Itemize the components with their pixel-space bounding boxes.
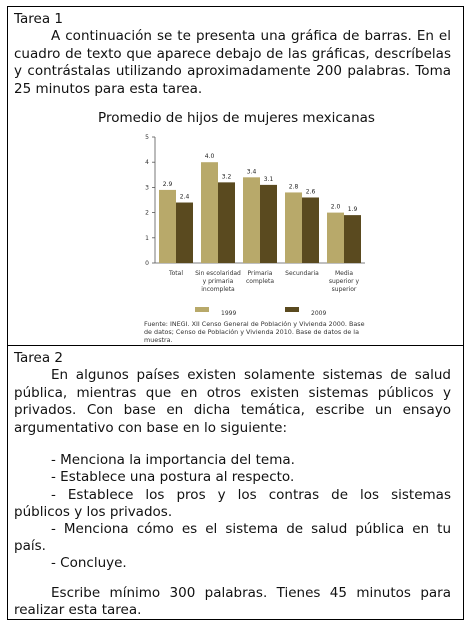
category-label: superior y: [328, 278, 360, 285]
legend-label: 2009: [311, 310, 327, 317]
bar: [285, 192, 302, 263]
closing-instructions: Escribe mínimo 300 palabras. Tienes 45 minutos para: [51, 585, 451, 601]
data-label: 4.0: [204, 153, 215, 161]
bar: [243, 177, 260, 263]
category-label: incompleta: [201, 286, 235, 293]
data-label: 2.8: [288, 183, 299, 191]
bullet-pros-contras-cont: públicos y los privados.: [14, 504, 173, 520]
data-label: 2.9: [162, 180, 173, 188]
y-tick-label: 1: [145, 234, 149, 242]
legend-label: 1999: [221, 310, 237, 317]
data-label: 1.9: [347, 206, 358, 214]
bar: [218, 182, 235, 263]
data-label: 2.0: [330, 203, 341, 211]
y-tick-label: 4: [145, 159, 149, 167]
bullet-importance: - Menciona la importancia del tema.: [51, 452, 295, 468]
category-label: Secundaria: [285, 270, 319, 277]
bullet-pros-contras: - Establece los pros y los contras de los sistemas: [51, 487, 451, 503]
data-label: 3.1: [263, 175, 274, 183]
task2-heading: Tarea 2: [14, 350, 63, 366]
category-label: Media: [334, 270, 354, 277]
y-tick-label: 5: [145, 134, 149, 141]
task2-intro: [14, 367, 451, 437]
bar: [344, 215, 361, 263]
category-label: Total: [168, 270, 184, 277]
chart-title: Promedio de hijos de mujeres mexicanas: [98, 110, 375, 126]
legend-swatch: [195, 307, 209, 312]
data-label: 3.2: [221, 173, 232, 181]
category-label: superior: [331, 286, 357, 293]
closing-instructions-cont: realizar esta tarea.: [14, 602, 142, 618]
category-label: completa: [245, 278, 275, 285]
row-divider: [7, 345, 464, 346]
bar: [302, 197, 319, 263]
data-label: 2.4: [179, 193, 190, 201]
bar: [260, 185, 277, 263]
bullet-sistema-salud: - Menciona cómo es el sistema de salud pública en tu: [51, 521, 451, 537]
task1-instructions-text: A continuación se te presenta una gráfica de barras. En el cuadro de texto que aparece debajo de las gráficas, descríbelas y contrástalas utilizando aproximadamente 200 palabras. Toma 25 minutos para esta tarea.: [14, 28, 451, 97]
data-label: 2.6: [305, 188, 316, 196]
task1-heading: Tarea 1: [14, 11, 63, 27]
task2-intro-text: En algunos países existen solamente sistemas de salud pública, mientras que en otros existen sistemas públicos y privados. Con base en dicha temática, escribe un ensayo argumentativo con base en lo siguiente:: [14, 367, 451, 436]
category-label: y primaria: [202, 278, 234, 285]
chart-source: Fuente: INEGI. XII Censo General de Población y Vivienda 2000. Base de datos; Censo de Población y Vivienda 2010. Base de datos de la muestra.: [144, 320, 365, 345]
y-tick-label: 0: [145, 260, 149, 267]
bullet-postura: - Establece una postura al respecto.: [51, 469, 295, 485]
bullet-concluye: - Concluye.: [51, 555, 127, 571]
bar: [201, 162, 218, 263]
data-label: 3.4: [246, 168, 257, 176]
y-tick-label: 2: [145, 209, 149, 217]
bar: [327, 213, 344, 263]
legend-swatch: [285, 307, 299, 312]
bar: [176, 203, 193, 263]
category-label: Primaria: [247, 270, 273, 277]
bullet-sistema-salud-cont: país.: [14, 538, 46, 554]
y-tick-label: 3: [145, 184, 149, 192]
bar: [159, 190, 176, 263]
category-label: Sin escolaridad: [195, 270, 241, 277]
